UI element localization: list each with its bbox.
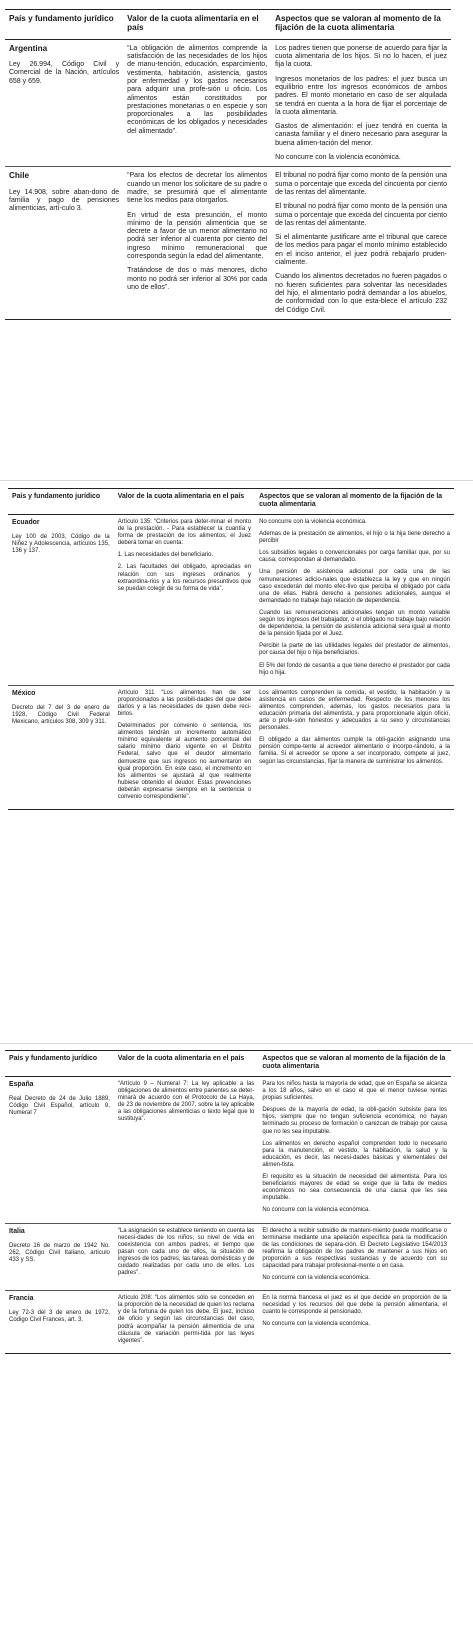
table-page-3 (0, 1046, 473, 1632)
law-reference: Real Decreto de 24 de Julio 1889, Código Civil Español, artículo 9, Numeral 7 (9, 1096, 110, 1117)
aspect-text: El derecho a recibir subsidio de manteni-miento puede modificarse o terminarse mediante una apelación específica para la modificación de las condiciones de separa-ción. El Decreto Legislativo 154/2013 reafirma la obligación de los padres de mantener a sus hijos en proporción a sus respectivas sustancias y de acuerdo con su capacidad para trabajar profesional-mente o en casa. (262, 1227, 447, 1269)
value-cell (114, 1291, 258, 1354)
aspect-text: Los subsidios legales o convencionales por carga familiar que, por su causa, correspondan al demandado. (259, 550, 450, 564)
table-row-italia (5, 1223, 451, 1291)
aspect-text: No concurre con la violencia económica. (275, 154, 401, 162)
value-cell (114, 685, 255, 809)
value-text: En virtud de esta presunción, el monto mínimo de la pensión alimenticia que se decrete a favor de un menor alimentario no podrá ser inferior al cuarenta por ciento del ingreso mínimo remuneracional que corresponda según la edad del alimentante. (127, 211, 268, 261)
aspects-cell (271, 39, 451, 167)
table-page-2 (0, 484, 473, 1041)
aspects-cell (271, 167, 451, 319)
country-cell (5, 1223, 114, 1291)
law-reference: Ley 100 de 2003, Código de la Niñez y Adolescencia, artículos 135, 136 y 137. (12, 534, 110, 555)
law-reference: Ley 72-3 del 3 de enero de 1972, Codigo Civil Frances, art. 3. (9, 1310, 110, 1324)
table-row-ecuador (8, 515, 454, 686)
value-text: “Para los efectos de decretar los alimentos cuando un menor los solicitare de su padre o madre, se presumirá que el alimentante tiene los medios para otorgarlos. (127, 172, 268, 205)
country-cell (5, 1077, 114, 1224)
value-cell (114, 1077, 258, 1224)
aspect-text: Gastos de alimentación: el juez tendrá en cuenta la canasta familiar y el dinero necesario para asegurar la buena alimen-tación del menor. (275, 123, 447, 147)
alimony-table-2 (8, 488, 454, 810)
country-cell (8, 515, 114, 686)
table-row-argentina (5, 39, 451, 167)
aspect-text: Una pensión de asistencia adicional por cada una de las remuneraciones adicio-nales que establezca la ley y que en ningún caso excederán del monto efec-tivo que perciba el obligado por cada una de ellas. Habrá derecho a pensiones adicionales, aunque el demandado no trabaje bajo relación de dependencia. (259, 569, 450, 604)
country-cell (8, 685, 114, 809)
value-cell (123, 167, 271, 319)
country-cell (5, 39, 123, 167)
value-text: Artículo 135: “Criterios para deter-minar el monto de la prestación. - Para establecer la cuantía y forma de prestación de los alimentos, el Juez deberá tomar en cuenta: (117, 519, 252, 547)
page-separator (0, 1043, 473, 1044)
value-text: Artículo 311 “Los alimentos han de ser proporcionados a las posibili-dades del que debe darlos y a las necesidades de quien debe reci-birlos. (117, 689, 252, 717)
table-header-row (5, 1051, 451, 1077)
table-row-chile (5, 167, 451, 319)
aspect-text: No concurre con la violencia económica. (262, 1321, 371, 1328)
aspect-text: El 5% del fondo de cesantía a que tiene derecho el prestador por cada hijo o hija. (259, 662, 450, 676)
value-text: “La obligación de alimentos comprende la satisfacción de las necesidades de los hijos de manu-tención, educación, esparcimiento, vestimenta, habitación, asistencia, gastos por enfermedad y los gastos necesarios para adquirir una profe-sión u oficio. Los alimentos están constituidos por prestaciones monetarias o en especie y son proporcionales a las posibilidades económicas de los obligados y necesidades del alimentado”. (127, 44, 268, 135)
law-reference: Decreto del 7 del 3 de enero de 1928, Código Civil Federal Mexicano, artículos 308, 309 y 311. (12, 704, 110, 725)
aspect-text: Ingresos monetarios de los padres: el juez busca un equilibrio entre los ingresos económicos de ambos padres. El monto monetario en caso de ser alquilada se tendrá en cuenta a la hora de fijar el porcentaje de la cuota alimentaria. (275, 75, 447, 116)
aspect-text: El tribunal no podrá fijar como monto de la pensión una suma o porcentaje que exceda del cincuenta por ciento de las rentas del alimentante. (275, 203, 447, 227)
table-page-1 (0, 4, 473, 478)
aspect-text: Ademas de la prestación de alimentos, el hijo o la hija tiene derecho a percibir (259, 531, 450, 545)
aspect-text: Los alimentos en derecho español comprenden todo lo necesario para la manutención, el vestido, la habitación, la salud y la educación, es decir, las necesi-dades básicas y elementales del alimen-tista. (262, 1140, 447, 1168)
header-country: País y fundamento jurídico (8, 489, 114, 515)
header-aspects: Aspectos que se valoran al momento de la fijación de la cuota alimentaria (271, 10, 451, 40)
page-separator (0, 480, 473, 481)
aspects-cell (255, 685, 454, 809)
value-text: Determinados por convenio o sentencia, los alimentos tendrán un incremento automático mínimo equivalente al aumento porcentual del salario mínimo diario vigente en el Distrito Federal, salvo que el deudor alimentario demuestre que sus ingresos no aumentaron en igual proporción. En este caso, el incremento en los alimentos se ajustará al que realmente hubiese obtenido el deudor. Estas prevenciones deberán expresarse siempre en la sentencia o convenio correspondiente”. (117, 723, 252, 800)
value-text: Tratándose de dos o más menores, dicho monto no podrá ser inferior al 30% por cada uno de ellos”. (127, 267, 268, 291)
aspect-text: El obligado a dar alimentos cumple la obli-gación asignando una pensión compe-tente al acreedor alimentario o incorpo-rándolo, a la familia. Si el acreedor se opone a ser incorporado, compete al juez, según las circunstancias, fijar la manera de suministrar los alimentos. (259, 737, 450, 765)
header-aspects: Aspectos que se valoran al momento de la fijación de la cuota alimentaria (258, 1051, 451, 1077)
aspects-cell (258, 1077, 451, 1224)
header-country: País y fundamento jurídico (5, 1051, 114, 1077)
aspects-cell (255, 515, 454, 686)
aspects-cell (258, 1223, 451, 1291)
aspect-text: Cuando las remuneraciones adicionales tengan un monto variable según los ingresos del trabajador, o el obligado no trabaje bajo relación de dependencia, la pensión de asistencia adicional sera igual al monto de la pensión fijada por el Juez. (259, 609, 450, 638)
aspect-text: No concurre con la violencia económica. (259, 519, 367, 525)
alimony-table-1 (5, 9, 451, 320)
country-name: Italia (9, 1227, 25, 1235)
aspect-text: El tribunal no podrá fijar como monto de la pensión una suma o porcentaje que exceda del cincuenta por ciento de las rentas del alimentante. (275, 172, 447, 196)
aspect-text: Despues de la mayoría de edad, la obli-gación subsiste para los hijos, siempre que no tengan suficiencia económica, no hayan terminado su proceso de formación o carezcan de trabajo por causa que no les sea imputable. (262, 1107, 447, 1135)
aspect-text: Los padres tienen que ponerse de acuerdo para fijar la cuota alimentaria de los hijos. Si no lo hacen, el juez fija la cuota. (275, 44, 447, 69)
aspect-text: Para los niños hasta la mayoría de edad, que en España se alcanza a los 18 años, salvo en el caso el que el menor tuviese rentas propias suficientes. (262, 1081, 447, 1102)
aspect-text: Percibir la parte de las utilidades legales del prestador de alimentos, por causa del hijo o hija beneficiarios. (259, 643, 450, 657)
value-cell (114, 515, 255, 686)
value-text: “Artículo 9 – Numeral 7: La ley aplicable a las obligaciones de alimentos entre parientes se deter-minará de acuerdo con el Protocolo de La Haya, de 23 de noviembre de 2007, sobre la ley aplicable a las obligaciones alimenticias o texto legal que lo sustituya”. (117, 1081, 255, 1123)
header-value: Valor de la cuota alimentaria en el país (114, 1051, 258, 1077)
value-text: Artículo 208: “Los alimentos sólo se conceden en la proporción de la necesidad de quien los reclama y de la fortuna de quien los debe. El juez, incluso de oficio y según las circunstancias del caso, podrá acompañar la pensión alimenticia de una cláusula de variación permi-tida por las leyes vigentes”. (117, 1295, 255, 1344)
country-name: México (12, 689, 36, 697)
header-aspects: Aspectos que se valoran al momento de la fijación de la cuota alimentaria (255, 489, 454, 515)
table-row-espana (5, 1077, 451, 1224)
aspect-text: Los alimentos comprenden la comida, el vestido, la habitación y la asistencia en casos de enfermedad. Respecto de los menores los alimentos comprenden, además, los gastos necesarios para la educación primaria del alimentista, y para proporcionarle algún oficio, arte o profe-sión honestos y adecuados a su sexo y circunstancias personales. (259, 689, 450, 732)
law-reference: Ley 26.994, Código Civil y Comercial de la Nación, artículos 658 y 659. (9, 61, 120, 85)
aspect-text: En la norma francesa el juez es el que decide en proporción de la necesidad y los recursos del que debe la pensión alimentaria, el cuanto le corresponde al pensionado. (262, 1295, 447, 1316)
law-reference: Ley 14.908, sobre aban-dono de familia y pago de pensiones alimenticias, artí-culo 3. (9, 188, 120, 213)
aspect-text: No concurre con la violencia económica. (262, 1275, 371, 1282)
country-cell (5, 1291, 114, 1354)
value-text: 1. Las necesidades del beneficiario. (117, 552, 214, 559)
value-text: 2. Las facultades del obligado, apreciadas en relación con sus ingresos ordinarios y extraordina-rios y a los recursos presuntivos que se puedan colegir de su forma de vida”. (117, 564, 252, 592)
table-header-row (5, 10, 451, 40)
country-name: Francia (9, 1295, 34, 1303)
value-text: “La asignación se establece teniendo en cuenta las necesi-dades de los niños, su nivel de vida en coexistencia con ambos padres, el tiempo que pasan con cada uno de ellos, la situación de ingresos de los padres, las tareas domésticas y de cuidado realizadas por cada uno de ellos. Los padres”. (117, 1227, 255, 1277)
country-name: Chile (9, 171, 30, 181)
aspects-cell (258, 1291, 451, 1354)
aspect-text: El requisito es la situación de necesidad del alimentista. Para los beneficiarios mayores de edad se exige que la falta de medios económicos no sea consecuencia de una causa que les sea imputable. (262, 1174, 447, 1202)
header-value: Valor de la cuota alimentaria en el país (123, 10, 271, 40)
table-header-row (8, 489, 454, 515)
country-name: Argentina (9, 43, 48, 53)
table-row-francia (5, 1291, 451, 1354)
aspect-text: Si el alimentante justificare ante el tribunal que carece de los medios para pagar el monto mínimo establecido en el inciso anterior, el juez podrá rebajarlo pruden-cialmente. (275, 234, 447, 267)
aspect-text: Cuando los alimentos decretados no fueren pagados o no fueren suficientes para solventar las necesidades del hijo, el alimentario podrá demandar a los abuelos, de conformidad con lo que esta-blece el artículo 232 del Código Civil. (275, 273, 447, 314)
country-name: España (9, 1081, 34, 1088)
country-cell (5, 167, 123, 319)
alimony-table-3 (5, 1050, 451, 1354)
aspect-text: No concurre con la violencia económica. (262, 1207, 371, 1214)
country-name: Ecuador (12, 519, 40, 526)
table-row-mexico (8, 685, 454, 809)
header-value: Valor de la cuota alimentaria en el país (114, 489, 255, 515)
value-cell (114, 1223, 258, 1291)
header-country: País y fundamento jurídico (5, 10, 123, 40)
value-cell (123, 39, 271, 167)
law-reference: Decreto 16 de marzo de 1942 No. 262, Código Civil Italiano, artículo 433 y SS. (9, 1242, 110, 1263)
